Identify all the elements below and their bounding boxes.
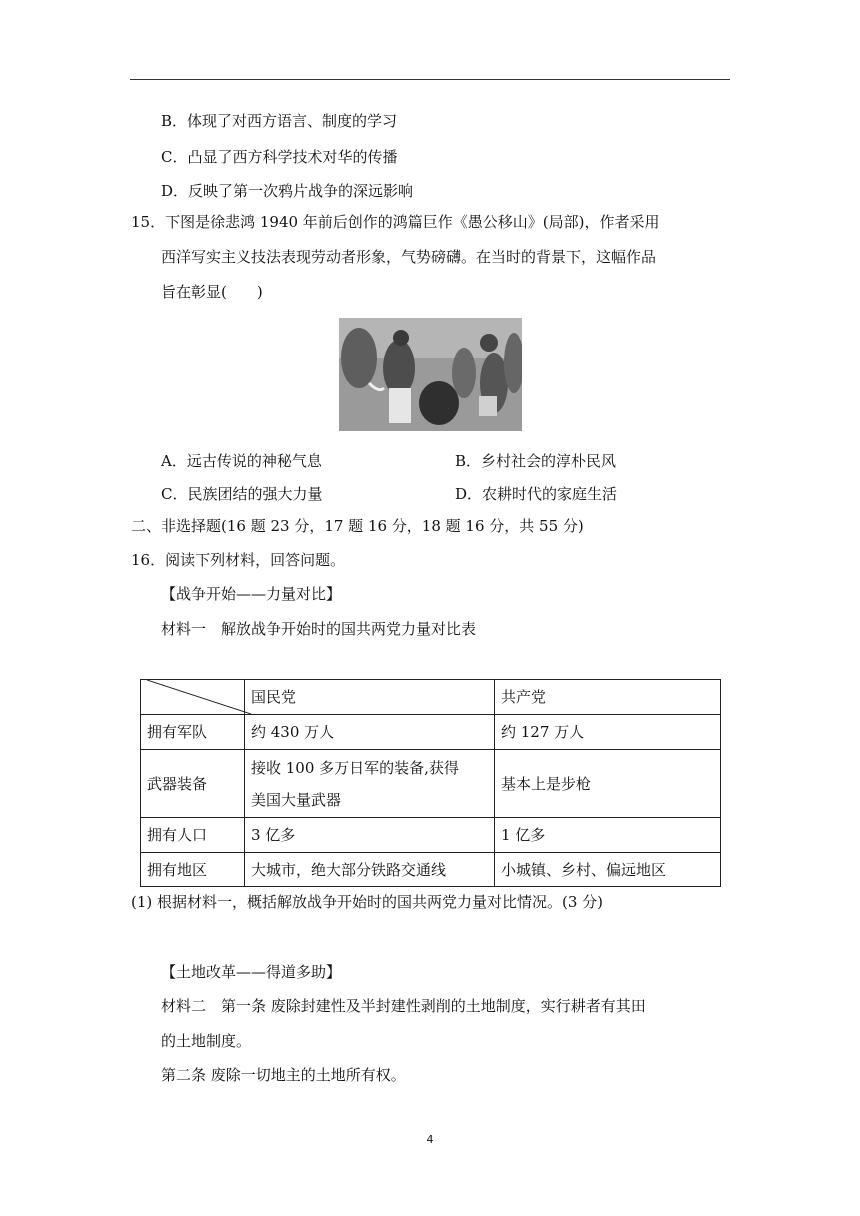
table-row	[141, 853, 721, 887]
section-heading: 二、非选择题(16 题 23 分，17 题 16 分，18 题 16 分，共 55 分)	[131, 517, 584, 535]
part1-heading: 【战争开始——力量对比】	[161, 585, 342, 603]
ccp-value: 小城镇、乡村、偏远地区	[495, 853, 721, 887]
table-row	[141, 750, 721, 818]
material2-line2: 的土地制度。	[161, 1032, 252, 1050]
q15-option-a: A．远古传说的神秘气息	[161, 452, 322, 470]
q15-stem-line2: 西洋写实主义技法表现劳动者形象，气势磅礴。在当时的背景下，这幅作品	[161, 248, 657, 266]
row-label: 拥有地区	[141, 853, 245, 887]
header-ccp: 共产党	[495, 680, 721, 715]
page-number: 4	[426, 1133, 434, 1146]
part2-heading: 【土地改革——得道多助】	[161, 963, 342, 981]
header-kmt: 国民党	[245, 680, 495, 715]
row-label: 拥有军队	[141, 715, 245, 750]
q15-option-d: D．农耕时代的家庭生活	[455, 485, 618, 503]
material2-line1: 材料二 第一条 废除封建性及半封建性剥削的土地制度，实行耕者有其田	[161, 997, 646, 1015]
header-rule	[130, 79, 730, 80]
table-header-row	[141, 680, 721, 715]
ccp-value: 约 127 万人	[495, 715, 721, 750]
kmt-value	[245, 750, 495, 818]
comparison-table	[140, 679, 721, 887]
table-row	[141, 818, 721, 853]
q16-stem: 16．阅读下列材料，回答问题。	[131, 551, 346, 569]
table-row	[141, 715, 721, 750]
q14-option-d: D．反映了第一次鸦片战争的深远影响	[161, 182, 414, 200]
q15-stem-line3: 旨在彰显( )	[161, 283, 263, 301]
q15-stem-line1: 15．下图是徐悲鸿 1940 年前后创作的鸿篇巨作《愚公移山》(局部)，作者采用	[131, 213, 660, 231]
material1-title: 材料一 解放战争开始时的国共两党力量对比表	[161, 620, 477, 638]
ccp-value: 基本上是步枪	[495, 750, 721, 818]
kmt-value: 3 亿多	[245, 818, 495, 853]
row-label: 拥有人口	[141, 818, 245, 853]
kmt-value: 大城市，绝大部分铁路交通线	[245, 853, 495, 887]
q14-option-c: C．凸显了西方科学技术对华的传播	[161, 148, 398, 166]
sub-question-1: (1) 根据材料一，概括解放战争开始时的国共两党力量对比情况。(3 分)	[131, 893, 604, 911]
material2-line3: 第二条 废除一切地主的土地所有权。	[161, 1066, 406, 1084]
q15-option-b: B．乡村社会的淳朴民风	[455, 452, 617, 470]
ccp-value: 1 亿多	[495, 818, 721, 853]
kmt-value: 约 430 万人	[245, 715, 495, 750]
q15-option-c: C．民族团结的强大力量	[161, 485, 323, 503]
q14-option-b: B．体现了对西方语言、制度的学习	[161, 112, 398, 130]
row-label: 武器装备	[141, 750, 245, 818]
kmt-value-line2: 美国大量武器	[251, 790, 342, 809]
kmt-value-line1: 接收 100 多万日军的装备,获得	[251, 758, 459, 777]
painting-image	[339, 318, 522, 431]
diagonal-header-cell	[141, 680, 245, 715]
